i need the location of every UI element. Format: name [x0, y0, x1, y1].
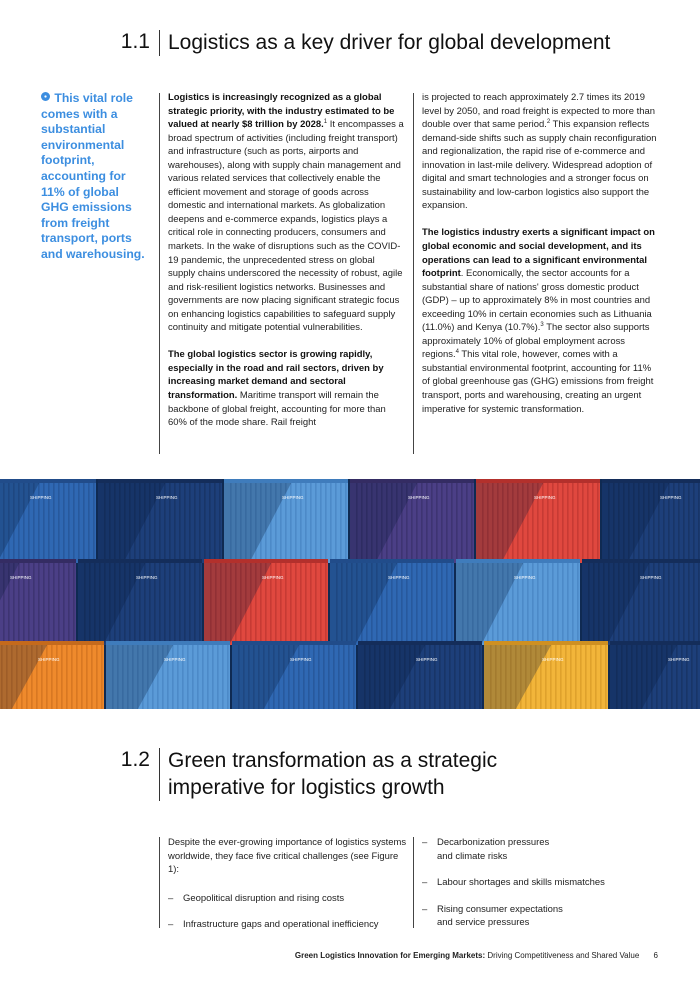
container-frame	[602, 479, 700, 483]
container-frame	[224, 479, 348, 483]
container-rib	[681, 645, 683, 709]
container-rib	[436, 483, 438, 559]
container-rib	[73, 563, 75, 641]
container-rib	[537, 563, 539, 641]
container-rib	[555, 645, 557, 709]
container-frame	[484, 641, 608, 645]
container-rib	[56, 645, 58, 709]
container-rib	[550, 645, 552, 709]
dash-bullet: –	[422, 903, 428, 915]
container-rib	[353, 645, 355, 709]
container-rib	[479, 645, 481, 709]
container-rib	[683, 483, 685, 559]
paragraph-text: Economically, the sector accounts for a substantial share of nations' gross domestic product (GDP) – up to approximately 8% in most countries and exceeding 10% in certain economies such as Lithuania (11.0%) and Kenya (10.7%).	[422, 268, 652, 334]
container-rib	[547, 563, 549, 641]
container-label: SHIPPING	[416, 657, 438, 662]
container-rib	[192, 645, 194, 709]
container-rib	[194, 563, 196, 641]
container-rib	[570, 645, 572, 709]
column-rule-left	[159, 837, 160, 928]
container-rib	[597, 483, 599, 559]
container-rib	[441, 483, 443, 559]
container-rib	[63, 483, 65, 559]
container-rib	[295, 563, 297, 641]
container-rib	[310, 483, 312, 559]
section-number: 1.1	[120, 30, 150, 53]
container-rib	[76, 645, 78, 709]
container-rib	[421, 563, 423, 641]
container-rib	[565, 645, 567, 709]
container-rib	[424, 645, 426, 709]
footnote-ref: 1	[323, 119, 328, 126]
container-rib	[456, 483, 458, 559]
container-rib	[557, 483, 559, 559]
container-label: SHIPPING	[282, 495, 304, 500]
container-rib	[668, 563, 670, 641]
container-frame	[0, 479, 96, 483]
list-item	[422, 876, 662, 890]
container-rib	[81, 645, 83, 709]
list-item-text: Labour shortages and skills mismatches	[437, 877, 605, 889]
container-rib	[48, 563, 50, 641]
container-label: SHIPPING	[290, 657, 312, 662]
container-rib	[71, 645, 73, 709]
container-frame	[610, 641, 700, 645]
container-rib	[335, 483, 337, 559]
container-rib	[343, 645, 345, 709]
container-rib	[179, 483, 181, 559]
container-rib	[179, 563, 181, 641]
container-rib	[86, 645, 88, 709]
container-rib	[217, 645, 219, 709]
container-rib	[333, 645, 335, 709]
dash-bullet: –	[422, 837, 428, 848]
container-frame	[98, 479, 222, 483]
container-rib	[172, 645, 174, 709]
paragraph	[168, 348, 404, 429]
container-rib	[308, 645, 310, 709]
page-number: 6	[653, 951, 658, 960]
container-rib	[68, 483, 70, 559]
container-rib	[446, 563, 448, 641]
container-rib	[318, 645, 320, 709]
shipping-containers-photo	[0, 479, 700, 709]
container-rib	[585, 645, 587, 709]
pull-quote	[41, 91, 149, 263]
container-rib	[663, 563, 665, 641]
container-rib	[605, 645, 607, 709]
container-frame	[106, 641, 230, 645]
section-title	[168, 747, 497, 801]
footer-title-bold: Green Logistics Innovation for Emerging Markets:	[294, 951, 486, 960]
container-rib	[693, 563, 695, 641]
container-rib	[207, 645, 209, 709]
container-rib	[58, 563, 60, 641]
container-rib	[303, 645, 305, 709]
container-rib	[212, 645, 214, 709]
pull-quote-text: This vital role comes with a substantial environmental footprint, accounting for 11% of global GHG emissions from freight transport, ports and warehousing.	[41, 91, 145, 261]
container-rib	[416, 563, 418, 641]
paragraph-text: This vital role, however, comes with a substantial environmental footprint, accounting for 11% of global greenhouse gas (GHG) emissions from freight transport, ports and warehousing, creating an urgent imperative for systemic transformation.	[422, 349, 654, 415]
container-rib	[673, 563, 675, 641]
container-rib	[587, 483, 589, 559]
challenges-column-left	[168, 836, 408, 932]
container-rib	[222, 645, 224, 709]
container-label: SHIPPING	[408, 495, 430, 500]
container-rib	[46, 645, 48, 709]
intro-paragraph: Despite the ever-growing importance of logistics systems worldwide, they face five critical challenges (see Figure 1):	[168, 837, 407, 876]
container-rib	[567, 563, 569, 641]
container-rib	[577, 483, 579, 559]
container-rib	[590, 645, 592, 709]
container-rib	[454, 645, 456, 709]
container-rib	[592, 483, 594, 559]
container-rib	[305, 483, 307, 559]
list-item-text: Rising consumer expectations and service pressures	[437, 903, 563, 929]
container-rib	[313, 645, 315, 709]
paragraph-text: Maritime transport will remain the backbone of global freight, accounting for more than 60% of the mode share. Rail freight	[168, 389, 386, 429]
container-rib	[552, 563, 554, 641]
container-rib	[431, 483, 433, 559]
container-rib	[688, 563, 690, 641]
container-rib	[310, 563, 312, 641]
paragraph-text: This expansion reflects demand-side shifts such as supply chain reconfiguration and regionalization, the rapid rise of e-commerce and innovation in last-mile delivery. Widespread adoption of digital and smart technologies and a stronger focus on sustainability and low-carbon logistics also support the expansion.	[422, 119, 657, 212]
container-rib	[96, 645, 98, 709]
container-rib	[209, 483, 211, 559]
container-rib	[348, 645, 350, 709]
container-rib	[542, 563, 544, 641]
container-rib	[204, 483, 206, 559]
container-rib	[68, 563, 70, 641]
container-frame	[330, 559, 454, 563]
body-column-left	[168, 91, 404, 430]
paragraph-text: is projected to reach approximately 2.7 times its 2019 level by 2050, and road freight is expected to more than double over that same period.	[422, 92, 655, 131]
container-rib	[449, 645, 451, 709]
container-rib	[323, 645, 325, 709]
list-item-text: Decarbonization pressures and climate risks	[437, 837, 550, 862]
list-item	[422, 836, 662, 863]
container-rib	[53, 563, 55, 641]
container-rib	[340, 483, 342, 559]
container-rib	[575, 645, 577, 709]
container-label: SHIPPING	[262, 575, 284, 580]
container-rib	[691, 645, 693, 709]
container-rib	[582, 483, 584, 559]
container-rib	[683, 563, 685, 641]
container-frame	[78, 559, 202, 563]
containers-illustration	[0, 479, 700, 709]
container-rib	[184, 563, 186, 641]
container-label: SHIPPING	[640, 575, 662, 580]
container-rib	[315, 563, 317, 641]
container-rib	[474, 645, 476, 709]
container-rib	[285, 563, 287, 641]
list-item	[422, 903, 662, 930]
heading-divider	[159, 30, 160, 56]
container-rib	[202, 645, 204, 709]
container-rib	[53, 483, 55, 559]
container-frame	[358, 641, 482, 645]
container-rib	[567, 483, 569, 559]
container-rib	[164, 563, 166, 641]
container-rib	[562, 483, 564, 559]
container-rib	[38, 563, 40, 641]
container-rib	[686, 645, 688, 709]
paragraph	[422, 91, 658, 213]
column-rule-right	[413, 93, 414, 454]
container-rib	[58, 483, 60, 559]
container-rib	[330, 483, 332, 559]
container-rib	[696, 645, 698, 709]
container-rib	[338, 645, 340, 709]
container-rib	[325, 483, 327, 559]
lead-sentence: The global logistics sector is growing rapidly, especially in the road and rail sectors, driven by increasing market demand and sectoral transformation.	[168, 349, 384, 401]
column-rule-right	[413, 837, 414, 928]
container-rib	[577, 563, 579, 641]
container-rib	[411, 563, 413, 641]
container-rib	[298, 645, 300, 709]
container-label: SHIPPING	[534, 495, 556, 500]
container-rib	[187, 645, 189, 709]
container-rib	[51, 645, 53, 709]
container-label: SHIPPING	[30, 495, 52, 500]
container-rib	[305, 563, 307, 641]
container-label: SHIPPING	[668, 657, 690, 662]
container-rib	[199, 563, 201, 641]
container-rib	[159, 563, 161, 641]
container-frame	[0, 641, 104, 645]
container-rib	[426, 563, 428, 641]
footnote-ref: 4	[455, 349, 459, 356]
container-rib	[214, 483, 216, 559]
container-rib	[63, 563, 65, 641]
container-rib	[461, 483, 463, 559]
container-rib	[451, 563, 453, 641]
container-rib	[315, 483, 317, 559]
page-footer	[295, 951, 658, 960]
lead-sentence: Logistics is increasingly recognized as a global strategic priority, with the industry estimated to be valued at nearly $8 trillion by 2028.	[168, 92, 395, 131]
list-item-text: Geopolitical disruption and rising costs	[183, 892, 345, 904]
section-title: Logistics as a key driver for global development	[168, 31, 611, 54]
container-rib	[688, 483, 690, 559]
container-rib	[101, 645, 103, 709]
container-rib	[572, 483, 574, 559]
container-rib	[572, 563, 574, 641]
container-rib	[174, 563, 176, 641]
container-label: SHIPPING	[38, 657, 60, 662]
container-rib	[580, 645, 582, 709]
lead-sentence: The logistics industry exerts a significant impact on global economic and social development, and its operations can lead to a significant environmental footprint	[422, 227, 655, 280]
dash-bullet: –	[168, 919, 174, 931]
container-rib	[439, 645, 441, 709]
container-rib	[66, 645, 68, 709]
container-frame	[476, 479, 600, 483]
container-frame	[232, 641, 356, 645]
container-rib	[600, 645, 602, 709]
paragraph: The logistics industry exerts a significant impact on global economic and social development, and its operations can lead to a significant environmental footprint. Economically, the sector accounts for a substantial share of nations' gross domestic product (GDP) – up to approximately 8% in most countries and exceeding 10% in certain economies such as Lithuania (11.0%) and Kenya (10.7%).$^3$ The sector also supports approximately 10% of global employment across regions.$^4$ This vital role, however, comes with a substantial environmental footprint, accounting for 11% of global greenhouse gas (GHG) emissions from freight transport, ports and warehousing, creating an urgent imperative for systemic transformation.	[422, 227, 655, 415]
container-rib	[320, 563, 322, 641]
container-frame	[456, 559, 580, 563]
container-rib	[194, 483, 196, 559]
container-rib	[431, 563, 433, 641]
container-frame	[350, 479, 474, 483]
list-item	[168, 892, 408, 906]
container-rib	[678, 563, 680, 641]
container-label: SHIPPING	[164, 657, 186, 662]
container-rib	[184, 483, 186, 559]
container-rib	[434, 645, 436, 709]
footer-title: Driving Competitiveness and Shared Value	[487, 951, 640, 960]
container-rib	[466, 483, 468, 559]
container-rib	[595, 645, 597, 709]
container-rib	[219, 483, 221, 559]
container-rib	[91, 645, 93, 709]
column-rule-left	[159, 93, 160, 454]
container-rib	[557, 563, 559, 641]
container-rib	[197, 645, 199, 709]
container-frame	[0, 559, 76, 563]
container-rib	[471, 483, 473, 559]
container-rib	[93, 483, 95, 559]
body-column-right	[422, 91, 658, 416]
container-rib	[227, 645, 229, 709]
container-rib	[78, 483, 80, 559]
dash-bullet: –	[422, 877, 428, 889]
container-rib	[328, 645, 330, 709]
container-rib	[451, 483, 453, 559]
container-rib	[177, 645, 179, 709]
container-rib	[199, 483, 201, 559]
container-label: SHIPPING	[542, 657, 564, 662]
container-rib	[290, 563, 292, 641]
list-item	[168, 918, 408, 932]
section-title-line: imperative for logistics growth	[168, 776, 445, 799]
container-rib	[189, 483, 191, 559]
quote-icon	[41, 92, 50, 101]
container-rib	[459, 645, 461, 709]
section-title-line: Green transformation as a strategic	[168, 749, 498, 772]
dash-bullet: –	[168, 892, 174, 904]
container-label: SHIPPING	[156, 495, 178, 500]
container-label: SHIPPING	[10, 575, 32, 580]
paragraph-text: The sector also supports approximately 10% of global employment across regions.	[422, 322, 650, 361]
container-rib	[320, 483, 322, 559]
list-item-text: Infrastructure gaps and operational inefficiency	[183, 919, 379, 931]
container-rib	[88, 483, 90, 559]
container-rib	[325, 563, 327, 641]
container-label: SHIPPING	[136, 575, 158, 580]
container-rib	[469, 645, 471, 709]
paragraph	[168, 91, 404, 335]
container-rib	[33, 563, 35, 641]
container-label: SHIPPING	[660, 495, 682, 500]
container-rib	[446, 483, 448, 559]
container-rib	[441, 563, 443, 641]
challenges-column-right	[422, 836, 662, 930]
container-frame	[582, 559, 700, 563]
container-rib	[698, 483, 700, 559]
container-rib	[562, 563, 564, 641]
container-rib	[698, 563, 700, 641]
container-rib	[436, 563, 438, 641]
paragraph-text: It encompasses a broad spectrum of activities (including freight transport) and infrastructure (such as ports, airports and warehouses), along with supply chain management and various related services that collectively enable the efficient movement and storage of goods across domestic and international markets. As globalization deepens and e-commerce expands, logistics plays a critical role in connecting producers, consumers and markets. In the wake of disruptions such as the COVID-19 pandemic, the unprecedented stress on global supply chains underscored the necessity of robust, agile and risk-resilient logistics networks. Businesses and governments are now placing significant strategic focus on enhancing logistics capabilities to safeguard supply continuity and mitigate potential vulnerabilities.	[168, 119, 404, 334]
section-number: 1.2	[120, 748, 150, 771]
container-rib	[169, 563, 171, 641]
container-rib	[429, 645, 431, 709]
container-rib	[73, 483, 75, 559]
container-rib	[464, 645, 466, 709]
heading-divider	[159, 748, 160, 801]
container-rib	[444, 645, 446, 709]
container-rib	[676, 645, 678, 709]
container-rib	[83, 483, 85, 559]
container-rib	[345, 483, 347, 559]
container-rib	[189, 563, 191, 641]
container-rib	[560, 645, 562, 709]
container-rib	[693, 483, 695, 559]
container-label: SHIPPING	[388, 575, 410, 580]
container-frame	[204, 559, 328, 563]
container-rib	[182, 645, 184, 709]
container-rib	[43, 563, 45, 641]
footnote-ref: 3	[540, 322, 544, 329]
container-rib	[300, 563, 302, 641]
footnote-ref: 2	[546, 119, 551, 126]
container-label: SHIPPING	[514, 575, 536, 580]
container-rib	[61, 645, 63, 709]
